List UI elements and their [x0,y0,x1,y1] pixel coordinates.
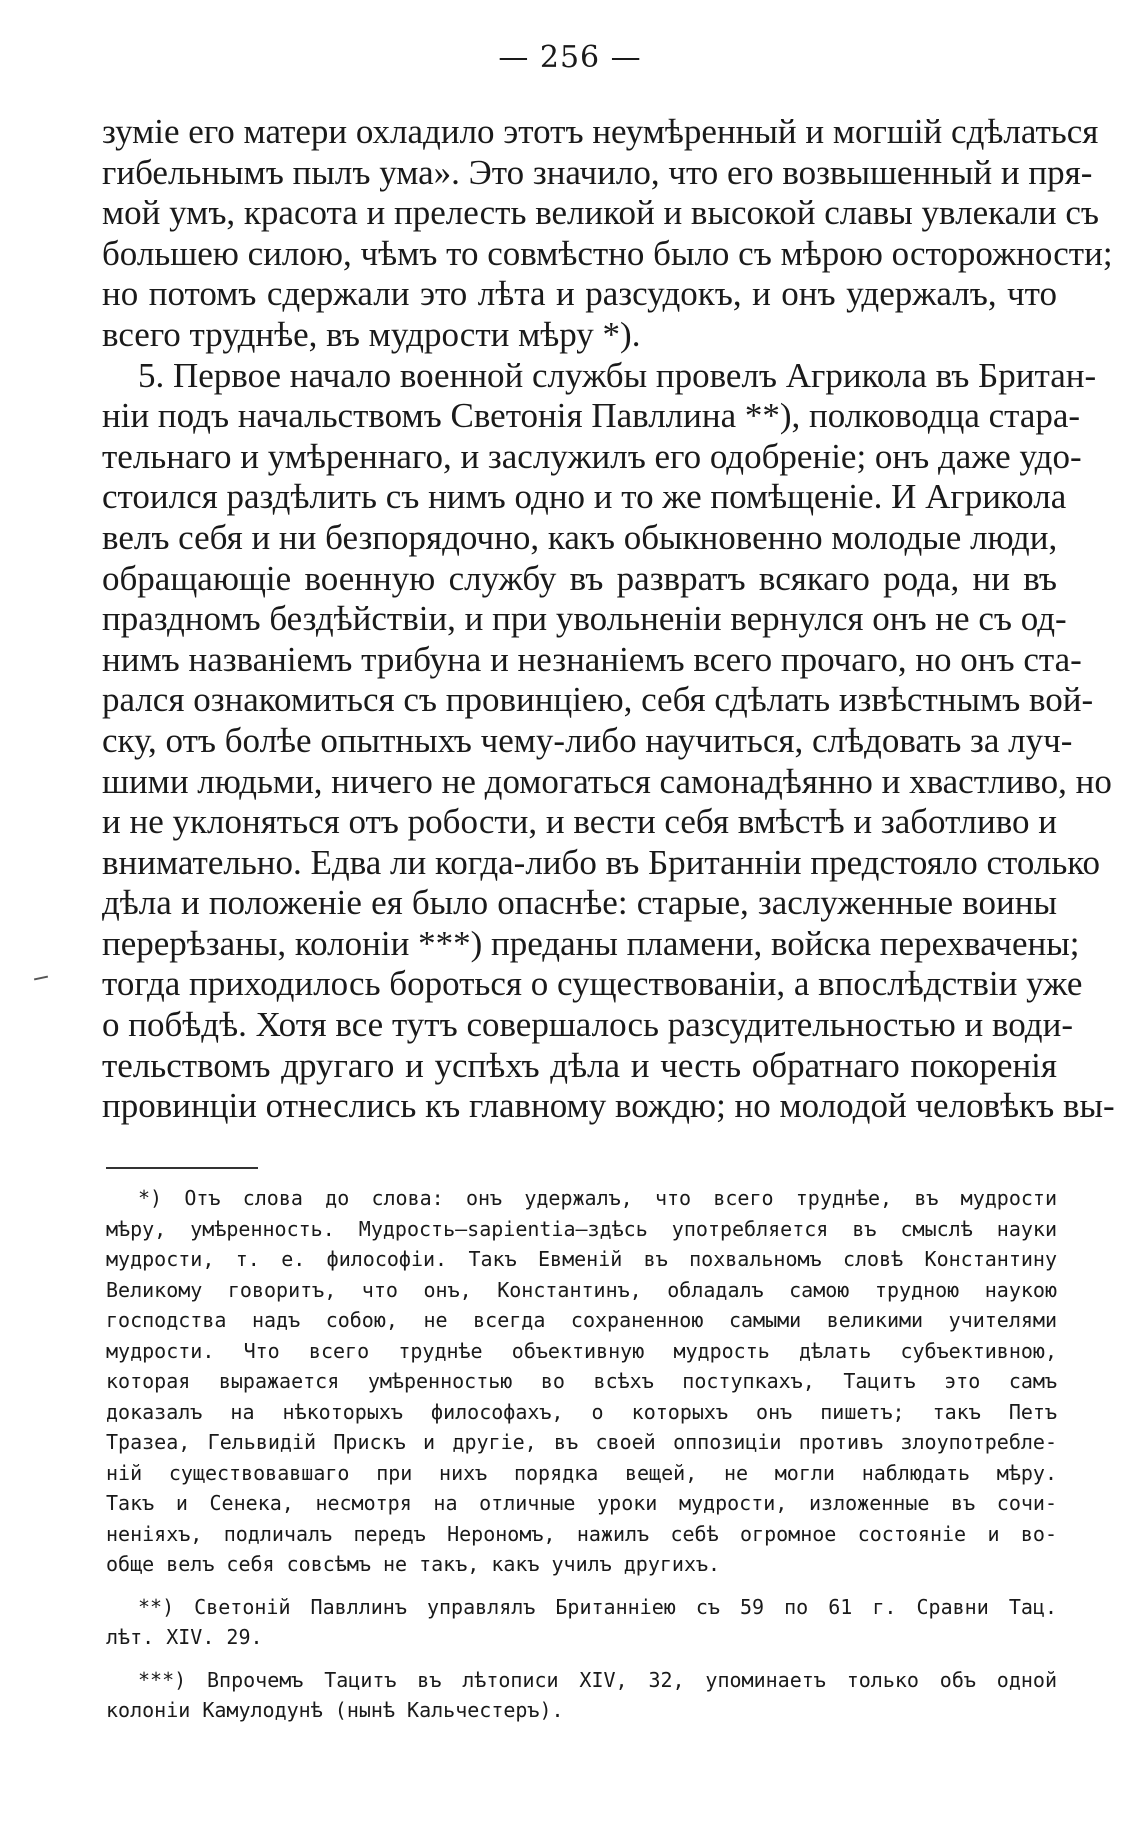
page-number: — 256 — [498,40,642,75]
text-line: о побѣдѣ. Хотя все тутъ совершалось разсудительностью и води- [102,1005,1073,1045]
text-line: шими людьми, ничего не домогаться самонадѣянно и хвастливо, но [102,761,1112,801]
footnote-divider [106,1167,258,1169]
text-line: зуміе его матери охладило этотъ неумѣренный и могшій сдѣлаться [102,112,1099,151]
text-line: нимъ названіемъ трибуна и незнаніемъ всего прочаго, но онъ ста- [102,639,1082,679]
text-line: стоился раздѣлить съ нимъ одно и то же помѣщеніе. И Агрикола [102,477,1067,517]
footnote-line: господства надъ собою, не всегда сохраненною самыми великими учителями [106,1308,1057,1332]
text-line: тельствомъ другаго и успѣхъ дѣла и честь обратнаго покоренія [102,1045,1057,1085]
footnote-line: **) Светоній Павллинъ управлялъ Британніею съ 59 по 61 г. Сравни Тац. [138,1594,1057,1619]
footnote-line: Тразеа, Гельвидій Прискъ и другіе, въ своей оппозиціи противъ злоупотребле- [106,1430,1057,1454]
footnote-line: неніяхъ, подличалъ передъ Нерономъ, нажилъ себѣ огромное состояніе и во- [106,1521,1057,1546]
text-line: рался ознакомиться съ провинціею, себя сдѣлать извѣстнымъ вой- [102,680,1094,720]
text-line: перерѣзаны, колоніи ***) преданы пламени, войска перехвачены; [102,923,1080,963]
text-line: гибельнымъ пылъ ума». Это значило, что его возвышенный и пря- [102,152,1093,192]
text-line: 5. Первое начало военной службы провелъ Агрикола въ Британ- [138,355,1097,395]
footnote-1 [106,1183,1057,1580]
text-line: тогда приходилось бороться о существованіи, а впослѣдствіи уже [102,964,1083,1004]
footnote-line: мудрости. Что всего труднѣе объективную мудрость дѣлать субъективною, [106,1338,1057,1363]
text-line: провинціи отнеслись къ главному вождю; но молодой человѣкъ вы- [102,1086,1115,1126]
footnotes-section [106,1183,1057,1738]
text-line: праздномъ бездѣйствіи, и при увольненіи вернулся онъ не съ од- [102,599,1067,639]
footnote-line: *) Отъ слова до слова: онъ удержалъ, что всего труднѣе, въ мудрости [138,1186,1057,1210]
text-line: ску, отъ болѣе опытныхъ чему-либо научиться, слѣдовать за луч- [102,720,1073,760]
text-line: но потомъ сдержали это лѣта и разсудокъ, и онъ удержалъ, что [102,274,1057,314]
text-line: мой умъ, красота и прелесть великой и высокой славы увлекали съ [102,193,1100,233]
footnote-3 [106,1665,1057,1726]
footnote-line: которая выражается умѣренностью во всѣхъ поступкахъ, Тацитъ это самъ [106,1369,1057,1393]
footnote-line: Такъ и Сенека, несмотря на отличные уроки мудрости, изложенные въ сочи- [106,1491,1057,1515]
footnote-line: ***) Впрочемъ Тацитъ въ лѣтописи XIV, 32, упоминаетъ только объ одной [138,1667,1057,1692]
footnote-line: обще велъ себя совсѣмъ не такъ, какъ училъ другихъ. [106,1552,721,1576]
footnote-line: лѣт. XIV. 29. [106,1625,263,1649]
text-line: дѣла и положеніе ея было опаснѣе: старые, заслуженные воины [102,883,1057,923]
main-text-body [102,112,1115,1127]
text-line: большею силою, чѣмъ то совмѣстно было съ мѣрою осторожности; [102,233,1113,273]
text-line: внимательно. Едва ли когда-либо въ Британніи предстояло столько [102,842,1101,882]
footnote-line: ній существовавшаго при нихъ порядка вещей, не могли наблюдать мѣру. [106,1460,1057,1485]
footnote-line: колоніи Камулодунѣ (нынѣ Кальчестеръ). [106,1698,564,1722]
margin-mark [34,976,48,981]
footnote-line: мудрости, т. е. философіи. Такъ Евменій въ похвальномъ словѣ Константину [106,1247,1057,1271]
footnote-line: мѣру, умѣренность. Мудрость—sapientia—здѣсь употребляется въ смыслѣ науки [106,1216,1057,1241]
text-line: всего труднѣе, въ мудрости мѣру *). [102,314,641,354]
text-line: и не уклоняться отъ робости, и вести себя вмѣстѣ и заботливо и [102,802,1057,842]
text-line: обращающіе военную службу въ развратъ всякаго рода, ни въ [102,558,1057,598]
footnote-line: доказалъ на нѣкоторыхъ философахъ, о которыхъ онъ пишетъ; такъ Петъ [106,1399,1057,1424]
text-line: ніи подъ начальствомъ Светонія Павллина **), полководца стара- [102,396,1081,436]
footnote-line: Великому говоритъ, что онъ, Константинъ, обладалъ самою трудною наукою [106,1277,1057,1302]
footnote-2 [106,1592,1057,1653]
text-line: велъ себя и ни безпорядочно, какъ обыкновенно молодые люди, [102,517,1058,557]
text-line: тельнаго и умѣреннаго, и заслужилъ его одобреніе; онъ даже удо- [102,436,1082,476]
